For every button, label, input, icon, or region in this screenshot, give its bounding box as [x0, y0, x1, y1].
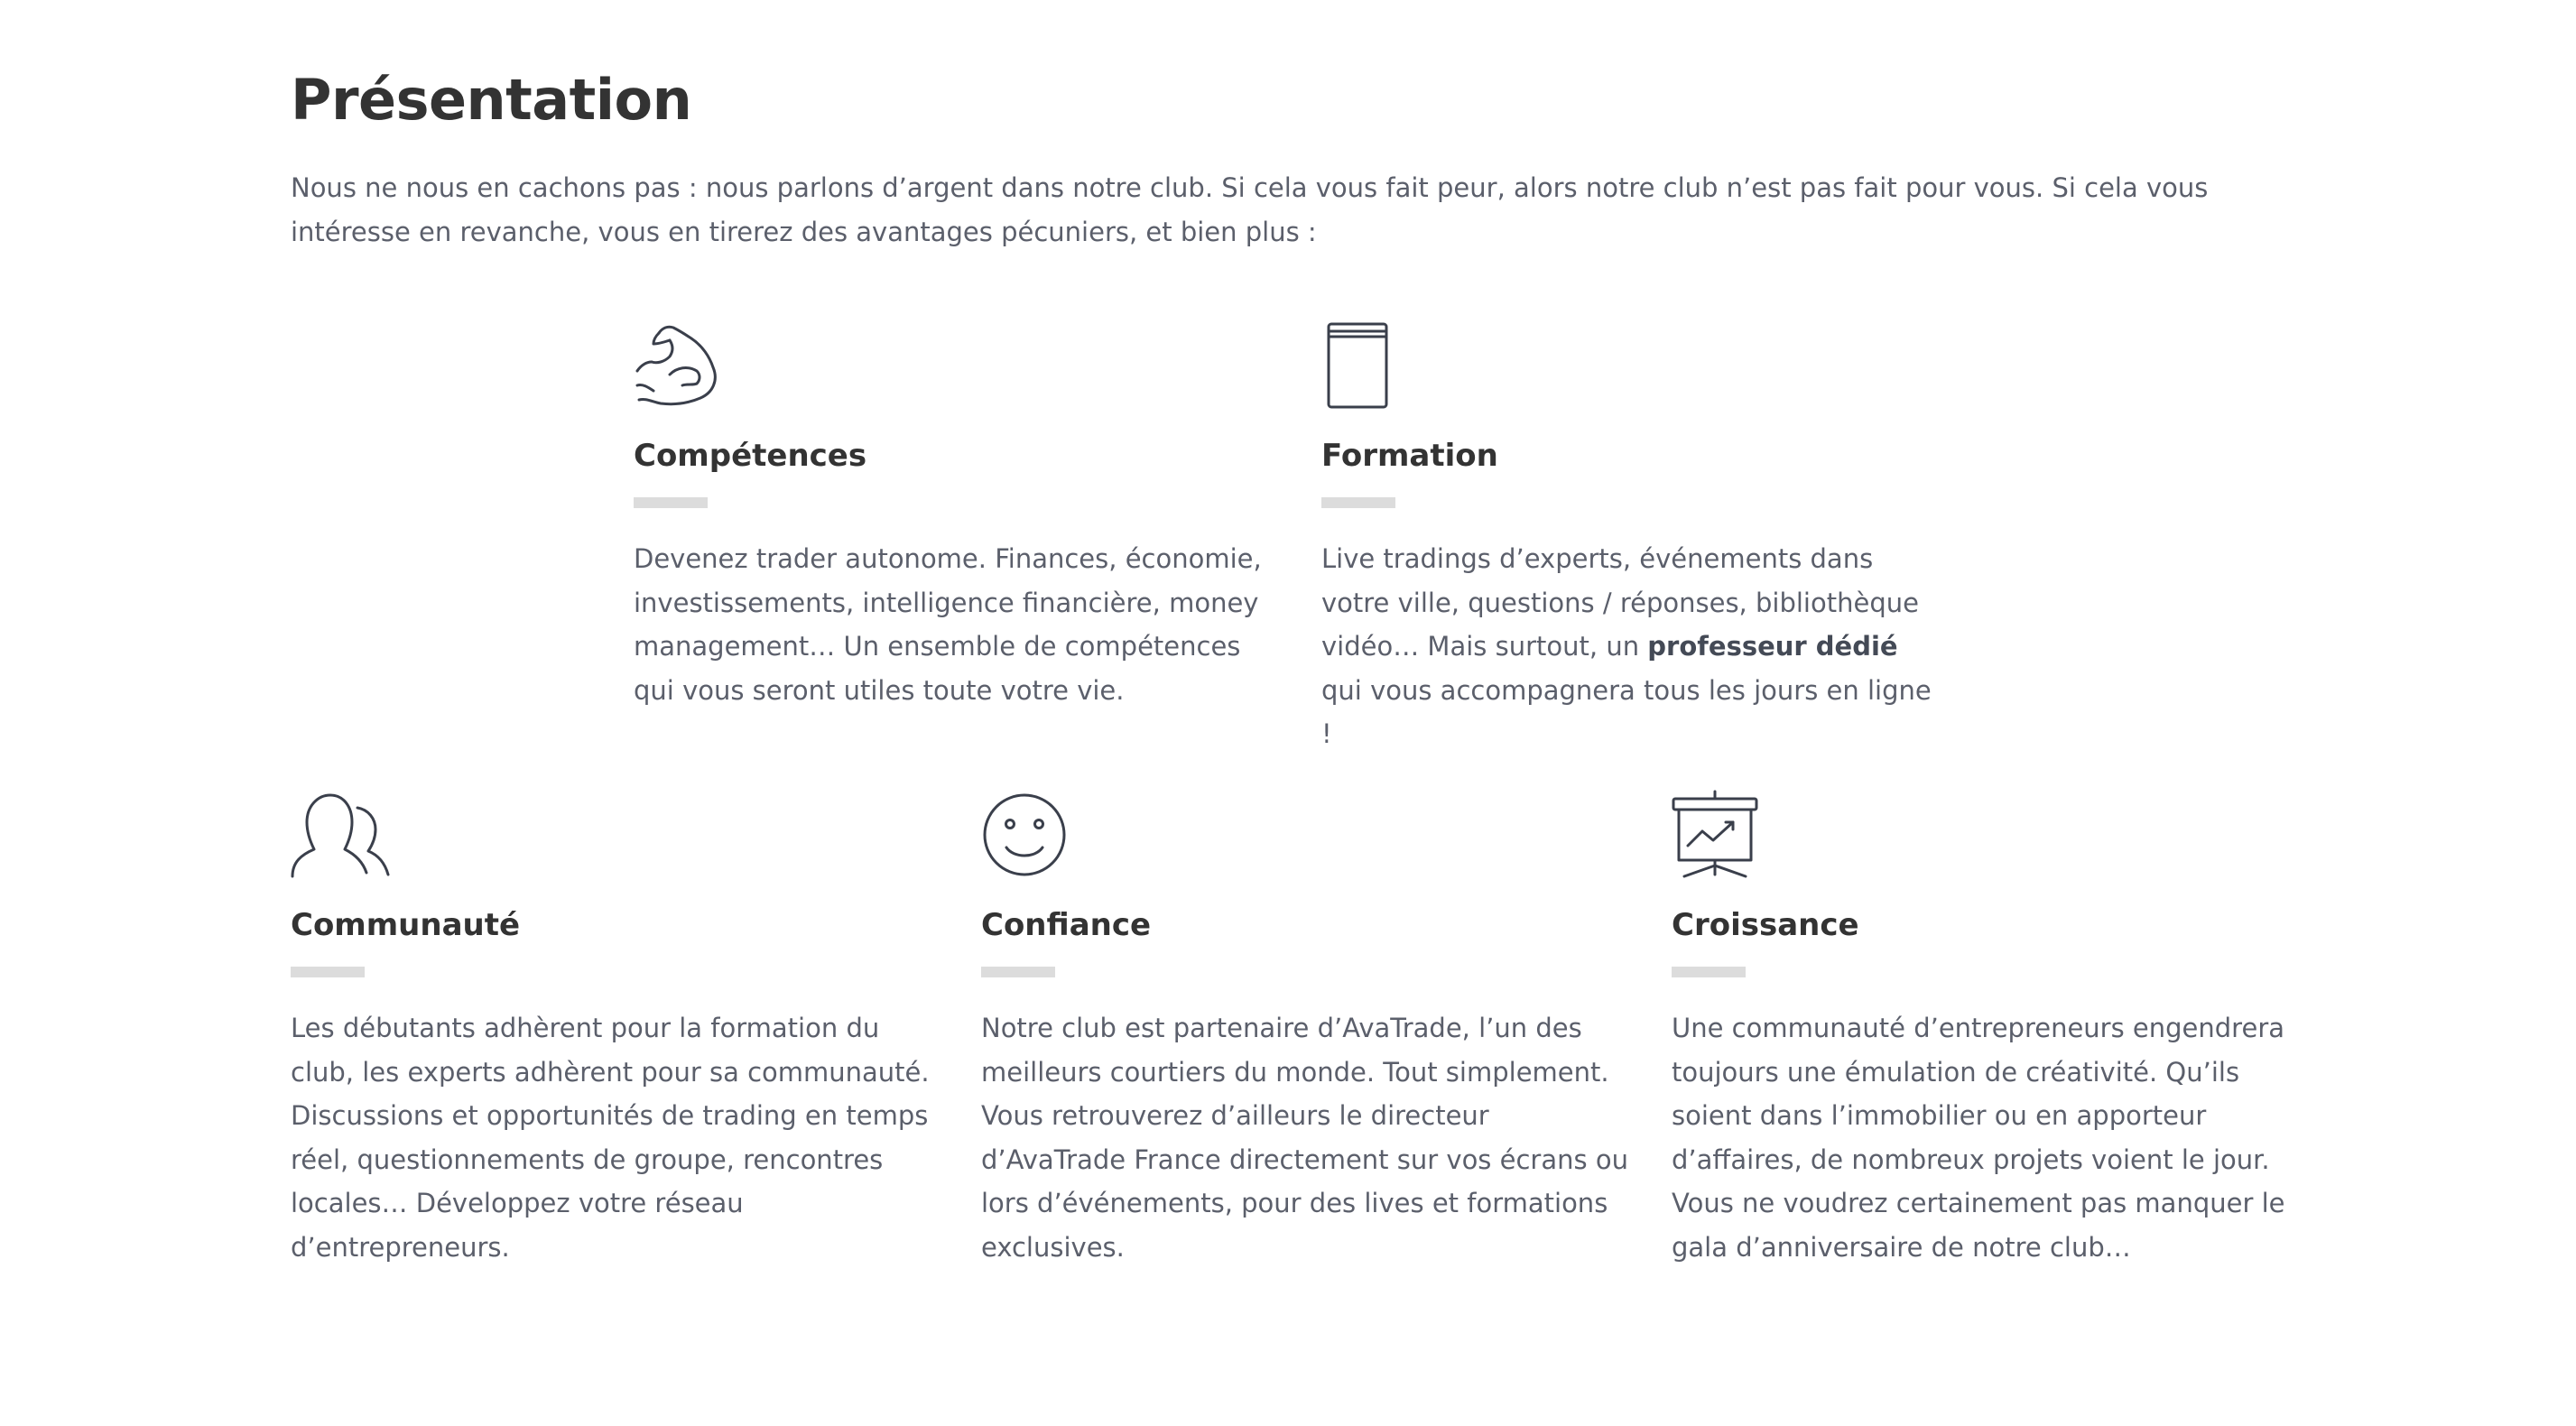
presentation-chart-icon — [1672, 790, 1780, 880]
feature-description: Une communauté d’entrepreneurs engendrera toujours une émulation de créativité. Qu’ils soient dans l’immobilier ou en apporteur d’affaires, de nombreux projets voient le jour. Vous ne voudrez certainement pas manquer le gala d’anniversaire de notre club… — [1672, 1013, 2285, 1263]
description-text: qui vous accompagnera tous les jours en ligne ! — [1321, 674, 1932, 749]
title-underline — [981, 967, 1055, 977]
flexed-biceps-icon — [634, 320, 742, 411]
title-underline — [1672, 967, 1746, 977]
page-title: Présentation — [291, 67, 692, 133]
feature-title: Formation — [1321, 438, 1498, 474]
feature-title: Compétences — [634, 438, 867, 474]
feature-title: Croissance — [1672, 907, 1859, 943]
book-icon — [1321, 320, 1430, 411]
feature-description: Notre club est partenaire d’AvaTrade, l’un des meilleurs courtiers du monde. Tout simplement. Vous retrouverez d’ailleurs le directeur d’AvaTrade France directement sur vos écrans ou lors d’événements, pour des lives et formations exclusives. — [981, 1013, 1628, 1263]
feature-title: Confiance — [981, 907, 1152, 943]
title-underline — [291, 967, 365, 977]
title-underline — [634, 497, 708, 508]
description-emphasis: professeur dédié — [1647, 631, 1898, 662]
title-underline — [1321, 497, 1395, 508]
feature-description: Les débutants adhèrent pour la formation du club, les experts adhèrent pour sa communauté. Discussions et opportunités de trading en temps réel, questionnements de groupe, rencontres locales… Développez votre réseau d’entrepreneurs. — [291, 1013, 930, 1263]
feature-title: Communauté — [291, 907, 521, 943]
feature-description: Devenez trader autonome. Finances, économie, investissements, intelligence financière, money management… Un ensemble de compétences qui vous seront utiles toute votre vie. — [634, 543, 1262, 706]
description-text: Live tradings d’experts, événements dans votre ville, questions / réponses, bibliothèque vidéo… Mais surtout, un — [1321, 543, 1919, 662]
smiley-face-icon — [981, 790, 1089, 880]
users-icon — [291, 790, 399, 880]
intro-paragraph: Nous ne nous en cachons pas : nous parlons d’argent dans notre club. Si cela vous fait peur, alors notre club n’est pas fait pour vous. Si cela vous intéresse en revanche, vous en tirerez des avantages pécuniers, et bien plus : — [291, 172, 2209, 247]
feature-description — [1321, 537, 1935, 756]
